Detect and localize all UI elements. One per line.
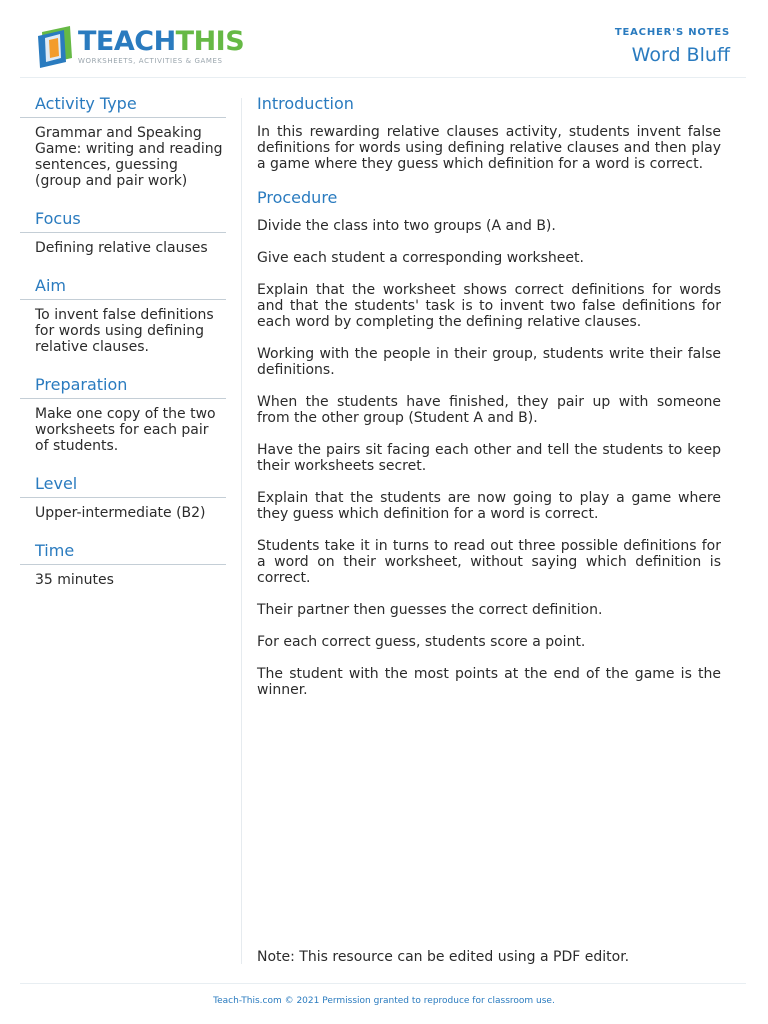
procedure-step: Students take it in turns to read out three possible definitions for a word on their worksheet, without saying which definition is correct.: [257, 538, 721, 586]
sidebar-focus: [20, 209, 226, 256]
book-icon: [36, 24, 76, 68]
procedure-heading: Procedure: [257, 188, 338, 207]
procedure-step: Explain that the students are now going to play a game where they guess which definition for a word is correct.: [257, 490, 721, 522]
introduction-heading: Introduction: [257, 94, 354, 113]
procedure-step: Have the pairs sit facing each other and tell the students to keep their worksheets secret.: [257, 442, 721, 474]
sidebar: [20, 94, 226, 608]
logo-tagline: WORKSHEETS, ACTIVITIES & GAMES: [78, 57, 223, 65]
sidebar-preparation: [20, 375, 226, 454]
sidebar-heading: Preparation: [20, 375, 226, 399]
page-header: [0, 0, 768, 78]
sidebar-text: Make one copy of the two worksheets for each pair of students.: [35, 406, 216, 454]
copyright-footer: Teach-This.com © 2021 Permission granted to reproduce for classroom use.: [213, 996, 555, 1006]
procedure-step: The student with the most points at the end of the game is the winner.: [257, 666, 721, 698]
procedure-step: Working with the people in their group, students write their false definitions.: [257, 346, 721, 378]
pdf-editor-note: Note: This resource can be edited using a PDF editor.: [257, 949, 630, 965]
main-content: [257, 94, 721, 714]
procedure-step: Explain that the worksheet shows correct definitions for words and that the students' task is to invent two false definitions for each word by completing the defining relative clauses.: [257, 282, 721, 330]
page-title: Word Bluff: [631, 44, 730, 66]
sidebar-heading: Time: [20, 541, 226, 565]
header-divider: [20, 77, 746, 78]
introduction-text: In this rewarding relative clauses activity, students invent false definitions for words using defining relative clauses and then play a game where they guess which definition for a word is correct.: [257, 124, 721, 172]
sidebar-aim: [20, 276, 226, 355]
procedure-step: Their partner then guesses the correct definition.: [257, 602, 603, 618]
sidebar-text: Defining relative clauses: [35, 240, 208, 256]
sidebar-text: 35 minutes: [35, 572, 114, 588]
sidebar-text: Upper-intermediate (B2): [35, 505, 206, 521]
sidebar-activity-type: [20, 94, 226, 189]
teachers-notes-label: TEACHER'S NOTES: [614, 27, 730, 38]
header-titles: [615, 27, 730, 67]
footer-divider: [20, 983, 746, 984]
procedure-step: Give each student a corresponding worksheet.: [257, 250, 584, 266]
teach-this-logo[interactable]: [36, 24, 245, 70]
sidebar-text: To invent false definitions for words using defining relative clauses.: [35, 307, 214, 355]
procedure-step: When the students have finished, they pair up with someone from the other group (Student A and B).: [257, 394, 721, 426]
column-divider: [241, 98, 242, 964]
sidebar-text: Grammar and Speaking Game: writing and reading sentences, guessing (group and pair work): [35, 125, 223, 189]
sidebar-heading: Activity Type: [20, 94, 226, 118]
logo-wordmark: TEACHTHIS: [78, 26, 245, 57]
procedure-step: For each correct guess, students score a point.: [257, 634, 586, 650]
sidebar-heading: Focus: [20, 209, 226, 233]
sidebar-heading: Level: [20, 474, 226, 498]
procedure-step: Divide the class into two groups (A and B).: [257, 218, 556, 234]
sidebar-time: [20, 541, 226, 588]
sidebar-level: [20, 474, 226, 521]
sidebar-heading: Aim: [20, 276, 226, 300]
